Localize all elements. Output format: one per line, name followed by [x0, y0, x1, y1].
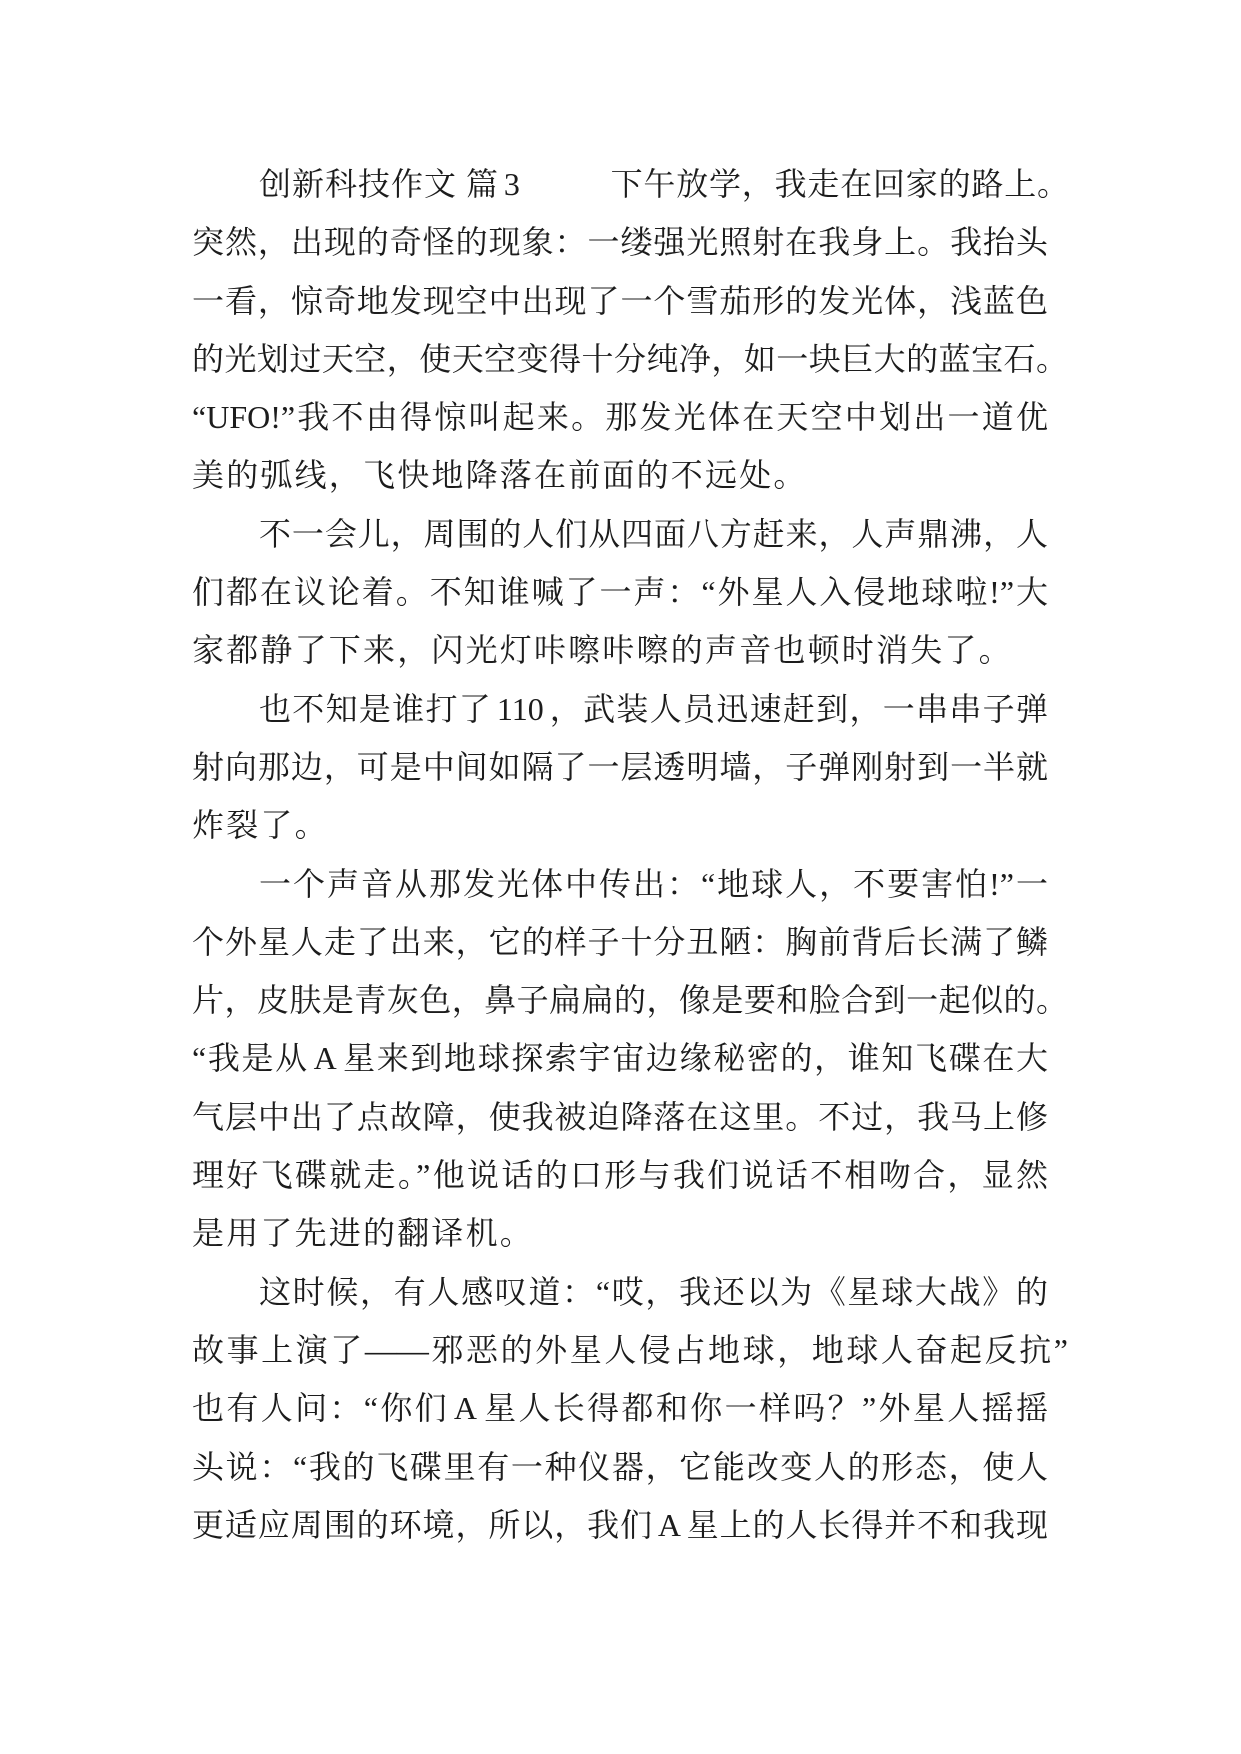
paragraph	[192, 155, 1070, 505]
paragraph	[192, 855, 1068, 1263]
latin-run: 110	[496, 690, 544, 727]
text-line: 是用了先进的翻译机。	[192, 1215, 535, 1252]
text-line: 这时候，有人感叹道：“哎，我还以为《星球大战》的	[259, 1273, 1048, 1310]
text-line: “我是从 A 星来到地球探索宇宙边缘秘密的，谁知飞碟在大	[192, 1040, 1048, 1077]
text-line: 更适应周围的环境，所以，我们 A 星上的人长得并不和我现	[192, 1506, 1048, 1543]
text-line-content: 下午放学，我走在回家的路上。	[610, 166, 1070, 202]
text-line	[192, 155, 1070, 213]
latin-run: A	[453, 1390, 477, 1427]
latin-run: 3	[503, 166, 521, 202]
text-line: 一看，惊奇地发现空中出现了一个雪茄形的发光体，浅蓝色	[192, 282, 1048, 319]
paragraph	[192, 505, 1048, 680]
text-line: 也不知是谁打了 110 ，武装人员迅速赶到，一串串子弹	[259, 690, 1048, 727]
text-line: 头说：“我的飞碟里有一种仪器，它能改变人的形态，使人	[192, 1448, 1048, 1485]
text-line: 们都在议论着。不知谁喊了一声：“外星人入侵地球啦!”大	[192, 574, 1048, 611]
text-line: 故事上演了——邪恶的外星人侵占地球，地球人奋起反抗”	[192, 1331, 1068, 1368]
text-line: 也有人问：“你们 A 星人长得都和你一样吗？”外星人摇摇	[192, 1390, 1048, 1427]
text-line: “UFO!”我不由得惊叫起来。那发光体在天空中划出一道优	[192, 399, 1048, 436]
text-line: 理好飞碟就走。”他说话的口形与我们说话不相吻合，显然	[192, 1157, 1048, 1194]
text-line: 气层中出了点故障，使我被迫降落在这里。不过，我马上修	[192, 1098, 1048, 1135]
text-line: 射向那边，可是中间如隔了一层透明墙，子弹刚射到一半就	[192, 748, 1048, 785]
text-line: 片，皮肤是青灰色，鼻子扁扁的，像是要和脸合到一起似的。	[192, 982, 1068, 1019]
latin-run: A	[657, 1506, 681, 1543]
text-line: 不一会儿，周围的人们从四面八方赶来，人声鼎沸，人	[259, 515, 1048, 552]
document-body	[192, 155, 1070, 1554]
text-line: 一个声音从那发光体中传出：“地球人，不要害怕!”一	[259, 865, 1048, 902]
document-title: 创新科技作文 篇 3	[259, 166, 521, 202]
paragraph	[192, 680, 1048, 855]
text-line: 美的弧线，飞快地降落在前面的不远处。	[192, 457, 808, 494]
text-line: 炸裂了。	[192, 807, 329, 844]
paragraph	[192, 1263, 1068, 1554]
text-line: 突然，出现的奇怪的现象：一缕强光照射在我身上。我抬头	[192, 224, 1048, 261]
text-line: 家都静了下来，闪光灯咔嚓咔嚓的声音也顿时消失了。	[192, 632, 1013, 669]
text-line: 的光划过天空，使天空变得十分纯净，如一块巨大的蓝宝石。	[192, 340, 1068, 377]
latin-run: A	[313, 1040, 337, 1077]
text-line: 个外星人走了出来，它的样子十分丑陋：胸前背后长满了鳞	[192, 923, 1048, 960]
